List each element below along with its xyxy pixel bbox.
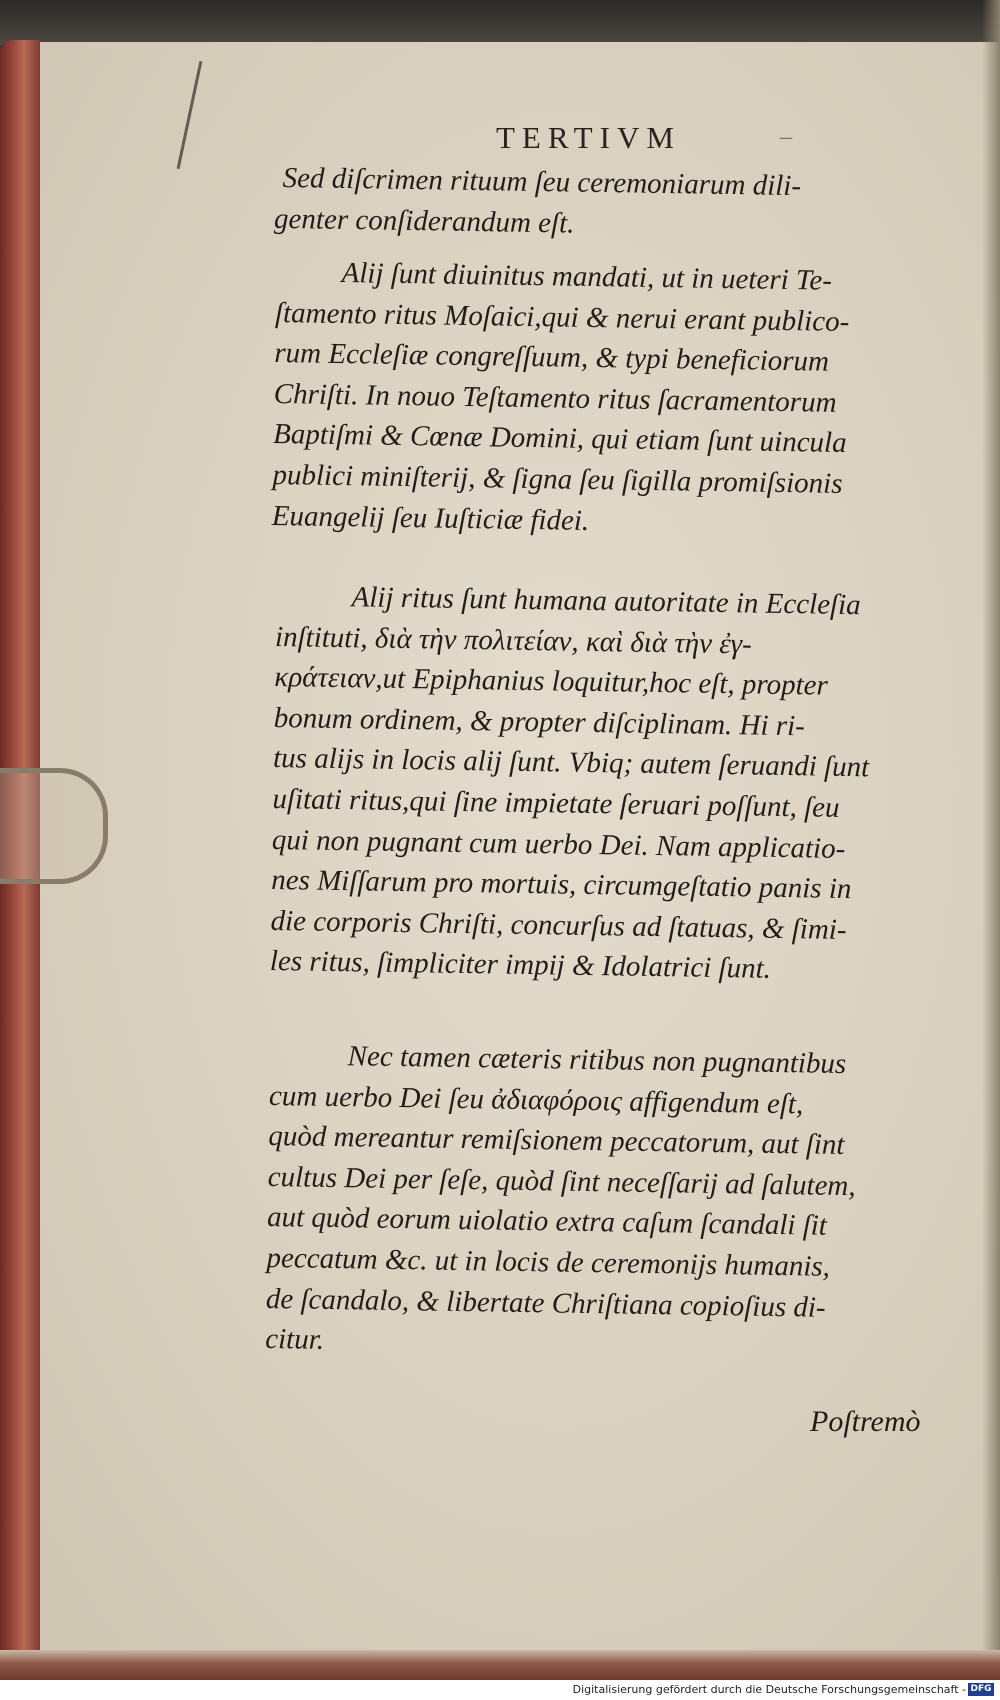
paragraph-4	[265, 1035, 858, 1369]
text-line: cum uerbo Dei ſeu ἀδιαφόροις affigendum eſt,	[268, 1079, 804, 1120]
bottom-cover-edge	[0, 1650, 1000, 1680]
text-line: inſtituti, διὰ τὴν πολιτείαν, καὶ διὰ τὴν ἐγ-	[274, 620, 753, 661]
text-line: publici miniſterij, & ſigna ſeu ſigilla promiſsionis	[272, 458, 843, 500]
running-head: TERTIVM	[496, 120, 681, 155]
text-line: quòd mereantur remiſsionem peccatorum, aut ſint	[268, 1120, 845, 1162]
text-line: uſitati ritus,qui ſine impietate ſeruari poſſunt, ſeu	[272, 782, 840, 824]
text-line: tus alijs in locis alij ſunt. Vbiq; autem ſeruandi ſunt	[272, 742, 870, 784]
text-line: genter conſiderandum eſt.	[273, 202, 575, 240]
running-head-dash: –	[780, 124, 792, 150]
page-right-edge	[982, 0, 1000, 1670]
text-line: Euangelij ſeu Iuſticiæ fidei.	[271, 499, 590, 537]
text-line: die corporis Chriſti, concurſus ad ſtatuas, & ſimi-	[270, 904, 847, 946]
text-line: Nec tamen cæteris ritibus non pugnantibus	[347, 1040, 847, 1081]
text-line: peccatum &c. ut in locis de ceremonijs humanis,	[266, 1241, 831, 1283]
dfg-logo: DFG	[968, 1683, 994, 1696]
top-shadow	[0, 0, 1000, 45]
text-line: Sed diſcrimen rituum ſeu ceremoniarum dili-	[282, 161, 802, 203]
paragraph-1	[273, 158, 802, 247]
text-line: Alij ritus ſunt humana autoritate in Eccleſia	[351, 581, 861, 622]
text-line: bonum ordinem, & propter diſciplinam. Hi ri-	[273, 701, 806, 743]
paragraph-2	[272, 252, 851, 545]
text-line: aut quòd eorum uiolatio extra caſum ſcandali ſit	[266, 1201, 828, 1243]
digitization-credit: Digitalisierung gefördert durch die Deutsche Forschungsgemeinschaft -	[572, 1683, 966, 1696]
catchword: Poſtremò	[810, 1405, 921, 1438]
text-line: Baptiſmi & Cœnæ Domini, qui etiam ſunt uincula	[272, 418, 847, 460]
text-line: cultus Dei per ſeſe, quòd ſint neceſſarij ad ſalutem,	[267, 1160, 856, 1202]
text-line: Chriſti. In nouo Teſtamento ritus ſacramentorum	[273, 377, 837, 419]
text-line: citur.	[264, 1323, 325, 1357]
text-line: les ritus, ſimpliciter impij & Idolatrici ſunt.	[269, 945, 772, 986]
text-line: ſtamento ritus Moſaici,qui & nerui erant publico-	[274, 296, 850, 338]
text-line: de ſcandalo, & libertate Chriſtiana copioſius di-	[265, 1282, 826, 1324]
text-line: rum Eccleſiæ congreſſuum, & typi beneficiorum	[274, 337, 830, 378]
text-line: κράτειαν,ut Epiphanius loquitur,hoc eſt, propter	[274, 661, 829, 702]
text-line: qui non pugnant cum uerbo Dei. Nam applicatio-	[271, 823, 846, 865]
book-clasp	[0, 768, 108, 884]
paragraph-3	[270, 576, 872, 991]
text-line: Alij ſunt diuinitus mandati, ut in ueteri Te-	[341, 257, 833, 297]
text-line: nes Miſſarum pro mortuis, circumgeſtatio panis in	[270, 864, 852, 906]
